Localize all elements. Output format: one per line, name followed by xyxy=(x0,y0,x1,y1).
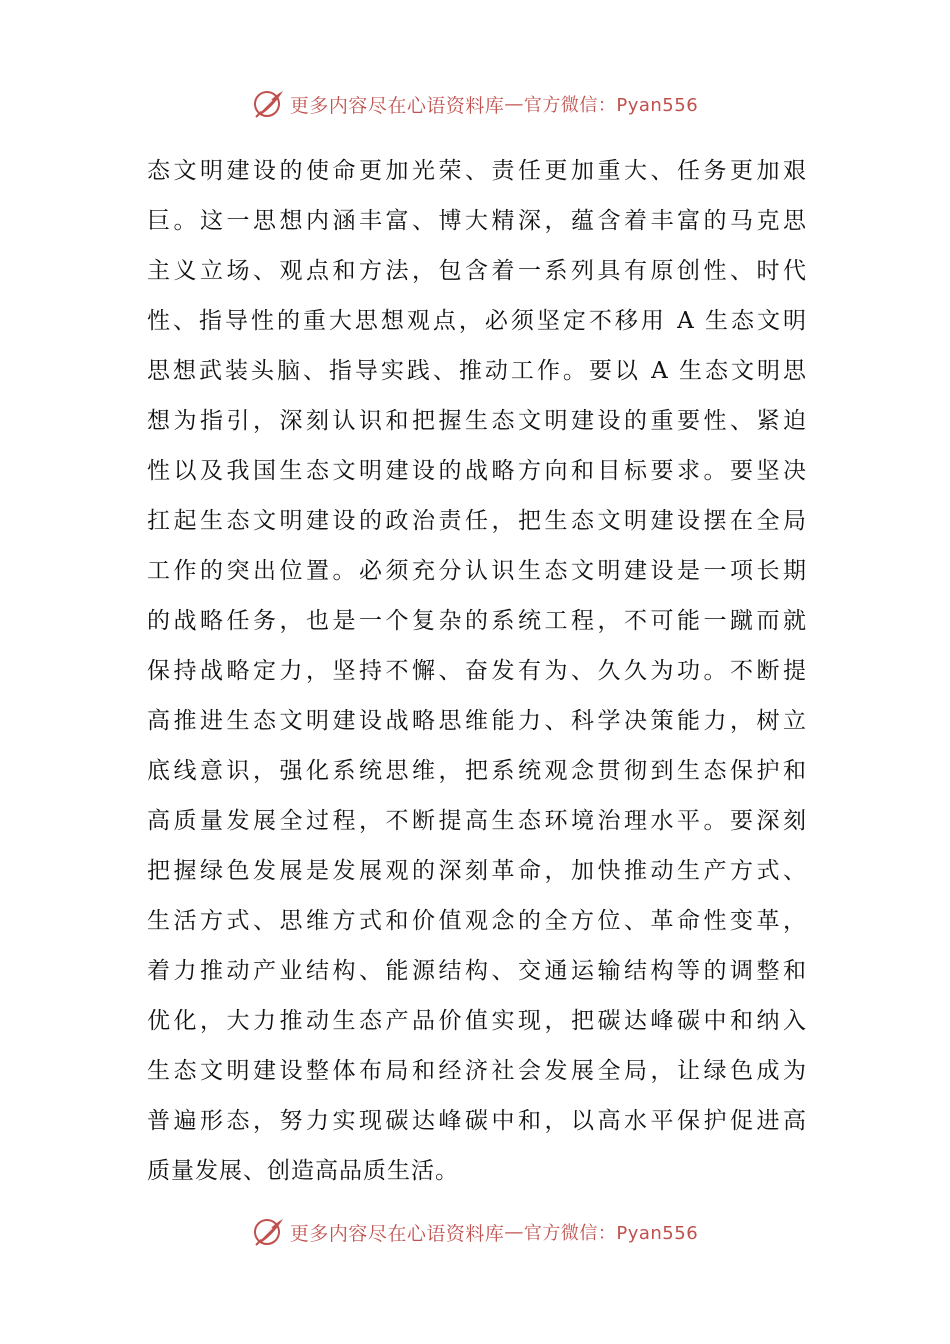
body-line: 的战略任务，也是一个复杂的系统工程，不可能一蹴而就 xyxy=(147,608,807,634)
footer-wechat-id: 官方微信：Pyan556 xyxy=(523,1223,699,1244)
body-line: 高推进生态文明建设战略思维能力、科学决策能力，树立 xyxy=(147,708,807,734)
body-line: 巨。这一思想内涵丰富、博大精深，蕴含着丰富的马克思 xyxy=(147,208,807,234)
footer-banner xyxy=(0,1212,950,1252)
header-site-name: 更多内容尽在心语资料库 xyxy=(289,94,505,117)
body-line: 质量发展、创造高品质生活。 xyxy=(147,1158,459,1184)
body-line: 着力推动产业结构、能源结构、交通运输结构等的调整和 xyxy=(147,958,807,984)
body-line: 工作的突出位置。必须充分认识生态文明建设是一项长期 xyxy=(147,558,807,584)
quill-pen-logo-icon xyxy=(252,1215,286,1249)
body-line: 保持战略定力，坚持不懈、奋发有为、久久为功。不断提 xyxy=(147,658,807,684)
body-line: 生活方式、思维方式和价值观念的全方位、革命性变革， xyxy=(147,908,807,934)
body-line: 高质量发展全过程，不断提高生态环境治理水平。要深刻 xyxy=(147,808,807,834)
document-body xyxy=(147,146,807,1196)
header-separator: — xyxy=(504,93,524,115)
body-line: 性以及我国生态文明建设的战略方向和目标要求。要坚决 xyxy=(147,458,807,484)
body-line: 性、指导性的重大思想观点，必须坚定不移用 A 生态文明 xyxy=(147,308,807,334)
header-wechat-id: 官方微信：Pyan556 xyxy=(523,95,699,116)
footer-site-name: 更多内容尽在心语资料库 xyxy=(289,1222,505,1245)
body-line: 主义立场、观点和方法，包含着一系列具有原创性、时代 xyxy=(147,258,807,284)
body-line: 把握绿色发展是发展观的深刻革命，加快推动生产方式、 xyxy=(147,858,807,884)
header-banner xyxy=(0,84,950,124)
body-line: 思想武装头脑、指导实践、推动工作。要以 A 生态文明思 xyxy=(147,358,807,384)
body-line: 优化，大力推动生态产品价值实现，把碳达峰碳中和纳入 xyxy=(147,1008,807,1034)
body-line: 生态文明建设整体布局和经济社会发展全局，让绿色成为 xyxy=(147,1058,807,1084)
body-line: 底线意识，强化系统思维，把系统观念贯彻到生态保护和 xyxy=(147,758,807,784)
body-line: 普遍形态，努力实现碳达峰碳中和，以高水平保护促进高 xyxy=(147,1108,807,1134)
footer-separator: — xyxy=(504,1221,524,1243)
body-line: 想为指引，深刻认识和把握生态文明建设的重要性、紧迫 xyxy=(147,408,807,434)
body-line: 扛起生态文明建设的政治责任，把生态文明建设摆在全局 xyxy=(147,508,807,534)
quill-pen-logo-icon xyxy=(252,87,286,121)
body-line: 态文明建设的使命更加光荣、责任更加重大、任务更加艰 xyxy=(147,158,807,184)
